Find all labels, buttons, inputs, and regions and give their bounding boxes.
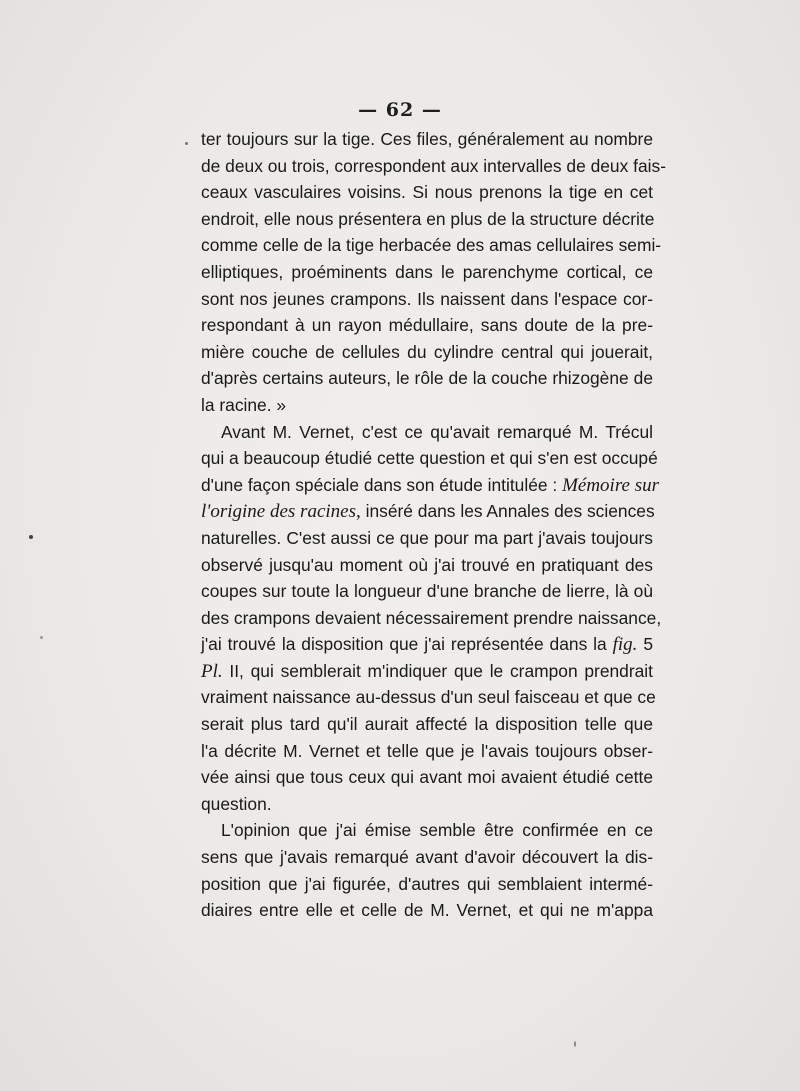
text-line: diaires entre elle et celle de M. Vernet, et qui ne m'appa [201, 900, 653, 921]
text-segment: d'une façon spéciale dans son étude intitulée : [201, 474, 558, 495]
text-line: ter toujours sur la tige. Ces files, généralement au nombre [201, 129, 653, 149]
plate-reference: Pl. [201, 660, 223, 682]
text-line: respondant à un rayon médullaire, sans doute de la pre- [201, 315, 653, 336]
text-line: mière couche de cellules du cylindre central qui jouerait, [201, 341, 653, 362]
text-line: naturelles. C'est aussi ce que pour ma part j'avais toujours [201, 527, 653, 548]
text-line: ceaux vasculaires voisins. Si nous prenons la tige en cet [201, 182, 653, 203]
text-line [201, 498, 653, 525]
text-line: position que j'ai figurée, d'autres qui semblaient intermé- [201, 873, 653, 894]
body-text [201, 126, 666, 924]
text-line: L'opinion que j'ai émise semble être confirmée en ce [221, 820, 653, 841]
text-line: vraiment naissance au-dessus d'un seul faisceau et que ce [201, 687, 656, 708]
text-line: de deux ou trois, correspondent aux intervalles de deux fais- [201, 155, 666, 176]
text-line: comme celle de la tige herbacée des amas cellulaires semi- [201, 235, 662, 256]
text-segment: inséré dans les Annales des sciences [365, 501, 655, 522]
text-line: qui a beaucoup étudié cette question et qui s'en est occupé [201, 448, 658, 469]
text-line: elliptiques, proéminents dans le parenchyme cortical, ce [201, 261, 653, 282]
text-line: d'après certains auteurs, le rôle de la couche rhizogène de [201, 368, 653, 389]
scan-speck [574, 1041, 576, 1047]
text-line: serait plus tard qu'il aurait affecté la disposition telle que [201, 714, 653, 735]
scan-speck [185, 142, 188, 145]
text-line: la racine. » [201, 394, 287, 415]
text-line: coupes sur toute la longueur d'une branche de lierre, là où [201, 581, 653, 602]
text-segment: j'ai trouvé la disposition que j'ai représentée dans la [201, 634, 607, 655]
text-line: l'a décrite M. Vernet et telle que je l'avais toujours obser- [201, 740, 653, 761]
text-line: observé jusqu'au moment où j'ai trouvé en pratiquant des [201, 554, 653, 575]
text-line: des crampons devaient nécessairement prendre naissance, [201, 607, 662, 628]
scan-speck [40, 636, 43, 639]
text-line [201, 631, 653, 658]
scan-speck [29, 535, 33, 539]
text-line [201, 658, 653, 685]
italic-title: l'origine des racines, [201, 501, 361, 523]
text-line: sens que j'avais remarqué avant d'avoir découvert la dis- [201, 847, 653, 868]
text-line: Avant M. Vernet, c'est ce qu'avait remarqué M. Trécul [221, 421, 653, 442]
text-line [201, 472, 659, 499]
figure-reference: fig. [612, 634, 638, 656]
italic-title: Mémoire sur [562, 474, 659, 496]
text-line: sont nos jeunes crampons. Ils naissent dans l'espace cor- [201, 288, 653, 309]
text-line: question. [201, 793, 272, 814]
text-segment: II, qui semblerait m'indiquer que le crampon prendrait [229, 660, 653, 681]
figure-number: 5 [643, 634, 653, 655]
page-number: — 62 — [358, 99, 442, 121]
text-line: endroit, elle nous présentera en plus de la structure décrite [201, 208, 655, 229]
text-line: vée ainsi que tous ceux qui avant moi avaient étudié cette [201, 767, 653, 788]
